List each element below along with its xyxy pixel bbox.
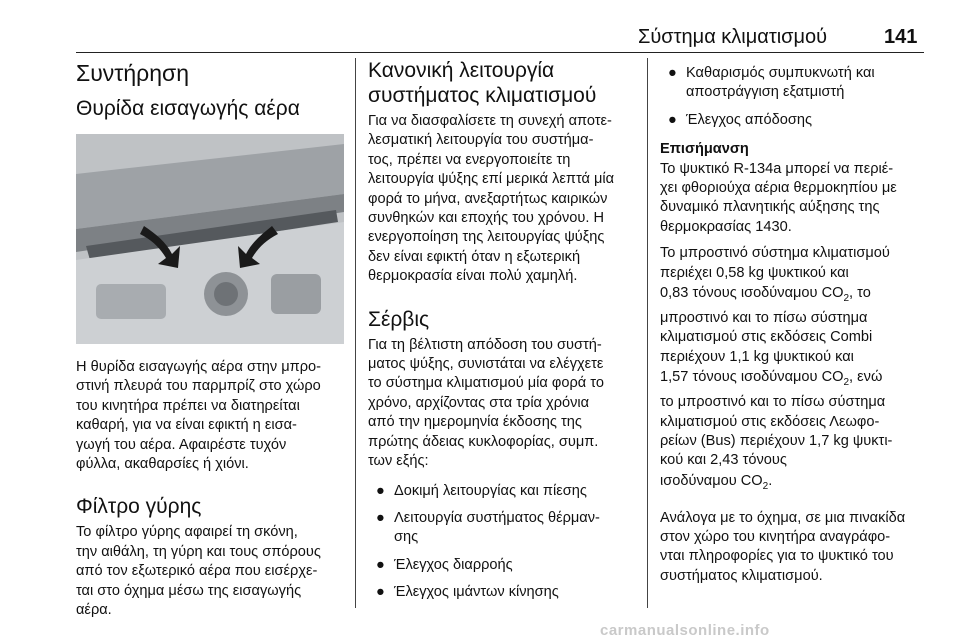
column-3 [660, 58, 928, 586]
list-item-text: Έλεγχος διαρροής [394, 556, 513, 573]
air-inlet-illustration [76, 134, 344, 344]
text-line: περιέχει 0,58 kg ψυκτικού και [660, 264, 849, 281]
text-line: συστήματος κλιματισμού. [660, 567, 823, 584]
text-line: χει φθοριούχα αέρια θερμοκηπίου με [660, 180, 897, 197]
text-line: λειτουργία ψύξης επί μερικά λεπτά μία [368, 171, 615, 188]
text-fragment: 1,57 τόνους ισοδύναμου CO [660, 369, 844, 386]
bullet-icon: ● [376, 584, 385, 601]
text-line: Το ψυκτικό R-134a μπορεί να περιέ- [660, 160, 894, 177]
text-line: χρόνο, αρχίζοντας στα τρία χρόνια [368, 394, 590, 411]
list-item [660, 64, 928, 103]
list-item [368, 509, 634, 548]
text-line: αέρα. [76, 602, 112, 619]
page-number: 141 [884, 26, 918, 48]
subsection-title-air-inlet: Θυρίδα εισαγωγής αέρα [76, 97, 300, 120]
text-line: Το μπροστινό σύστημα κλιματισμού [660, 245, 890, 262]
column-divider-1 [355, 58, 356, 608]
watermark: carmanualsonline.info [600, 622, 770, 639]
text-line: Η θυρίδα εισαγωγής αέρα στην μπρο- [76, 359, 321, 375]
text-line: λεσματική λειτουργία του συστήμα- [368, 132, 594, 149]
service-checklist-continued [660, 64, 928, 130]
text-fragment: , το [849, 285, 871, 302]
note-heading: Επισήμανση [660, 141, 749, 158]
service-checklist [368, 482, 634, 603]
list-item [368, 583, 634, 602]
heading-line: Κανονική λειτουργία [368, 59, 555, 82]
list-item-text: Καθαρισμός συμπυκνωτή και [686, 65, 875, 81]
text-line: ται στο όχημα μέσω της εισαγωγής [76, 582, 302, 599]
text-line: από την ημερομηνία έκδοσης της [368, 414, 582, 431]
bullet-icon: ● [376, 556, 385, 573]
text-line: Ανάλογα με το όχημα, σε μια πινακίδα [660, 509, 906, 526]
heading-line: συστήματος κλιματισμού [368, 84, 597, 107]
text-line [660, 367, 928, 393]
text-line: από τον εξωτερικό αέρα που εισέρχε- [76, 563, 318, 580]
text-line: το σύστημα κλιματισμού μία φορά το [368, 375, 604, 392]
subsection-title-regular-operation [368, 58, 634, 108]
pollen-filter-paragraph [76, 523, 344, 620]
subsection-title-pollen-filter: Φίλτρο γύρης [76, 495, 202, 519]
text-line: νται πληροφορίες για το ψυκτικό του [660, 548, 894, 565]
text-fragment: , ενώ [849, 369, 883, 386]
text-line: το μπροστινό και το πίσω σύστημα [660, 394, 886, 411]
bullet-icon: ● [376, 482, 385, 499]
bullet-icon: ● [376, 509, 385, 526]
section-title: Συντήρηση [76, 60, 190, 86]
text-line: στον χώρο του κινητήρα αναγράφο- [660, 529, 891, 546]
text-line: ματος ψύξης, συνιστάται να ελέγχετε [368, 356, 604, 373]
text-fragment: ισοδύναμου CO [660, 472, 763, 489]
text-line: ρείων (Bus) περιέχουν 1,7 kg ψυκτι- [660, 432, 893, 449]
text-line: την αιθάλη, τη γύρη και τους σπόρους [76, 543, 321, 560]
list-item-text: αποστράγγιση εξατμιστή [686, 84, 845, 101]
subscript: 2 [762, 480, 769, 492]
text-line: πρώτης άδειας κυκλοφορίας, συμπ. [368, 433, 599, 450]
text-line: συνθηκών και εποχής του χρόνου. Η [368, 210, 605, 227]
subscript: 2 [843, 292, 850, 304]
text-line: δυναμικό πλανητικής αύξησης της [660, 199, 880, 216]
text-line: θερμοκρασία είναι πολύ χαμηλή. [368, 268, 578, 285]
subsection-title-service: Σέρβις [368, 307, 430, 331]
text-line: φύλλα, ακαθαρσίες ή χιόνι. [76, 456, 249, 473]
bullet-icon: ● [668, 111, 677, 128]
text-line [660, 471, 928, 497]
text-line: του κινητήρα πρέπει να διατηρείται [76, 397, 300, 414]
text-line: περιέχουν 1,1 kg ψυκτικού και [660, 348, 854, 365]
text-line: δεν είναι εφικτή όταν η εξωτερική [368, 248, 581, 265]
list-item-text: σης [394, 529, 419, 546]
text-line: φορά το μήνα, ανεξαρτήτως καιρικών [368, 190, 608, 207]
list-item-text: Έλεγχος ιμάντων κίνησης [394, 584, 559, 601]
text-line: θερμοκρασίας 1430. [660, 218, 792, 235]
text-line: γωγή του αέρα. Αφαιρέστε τυχόν [76, 436, 287, 453]
list-item-text: Λειτουργία συστήματος θέρμαν- [394, 509, 600, 526]
regular-operation-paragraph [368, 112, 634, 287]
text-line: των εξής: [368, 453, 429, 470]
list-item [368, 556, 634, 575]
text-line [660, 283, 928, 309]
subscript: 2 [843, 377, 850, 389]
column-divider-2 [647, 58, 648, 608]
note-block [660, 140, 928, 496]
bullet-icon: ● [668, 65, 677, 81]
text-line: κλιματισμού στις εκδόσεις Λεωφο- [660, 413, 880, 430]
list-item-text: Δοκιμή λειτουργίας και πίεσης [394, 482, 587, 499]
list-item [368, 482, 634, 501]
header-title: Σύστημα κλιματισμού [638, 26, 828, 48]
refrigerant-label-paragraph [660, 509, 928, 587]
air-inlet-paragraph [76, 358, 344, 474]
service-paragraph [368, 336, 634, 472]
text-line: τος, πρέπει να ενεργοποιείτε τη [368, 151, 571, 168]
text-line: κλιματισμού στις εκδόσεις Combi [660, 329, 873, 346]
text-line: Το φίλτρο γύρης αφαιρεί τη σκόνη, [76, 524, 298, 541]
text-line: ενεργοποίηση της λειτουργίας ψύξης [368, 229, 605, 246]
text-line: μπροστινό και το πίσω σύστημα [660, 309, 868, 326]
column-1 [76, 58, 344, 620]
text-fragment: 0,83 τόνους ισοδύναμου CO [660, 285, 844, 302]
list-item-text: Έλεγχος απόδοσης [686, 111, 813, 128]
car-windscreen-air-inlet-illustration-icon [76, 134, 344, 344]
text-line: κού και 2,43 τόνους [660, 452, 787, 469]
text-line: καθαρή, για να είναι εφικτή η εισα- [76, 417, 297, 434]
text-line: Για τη βέλτιστη απόδοση του συστή- [368, 336, 602, 353]
text-line: Για να διασφαλίσετε τη συνεχή αποτε- [368, 113, 612, 129]
header-divider [76, 52, 924, 53]
text-line: στινή πλευρά του παρμπρίζ στο χώρο [76, 378, 321, 395]
list-item [660, 111, 928, 130]
text-fragment: . [768, 472, 773, 489]
column-2 [368, 58, 634, 603]
page-header [0, 0, 960, 48]
